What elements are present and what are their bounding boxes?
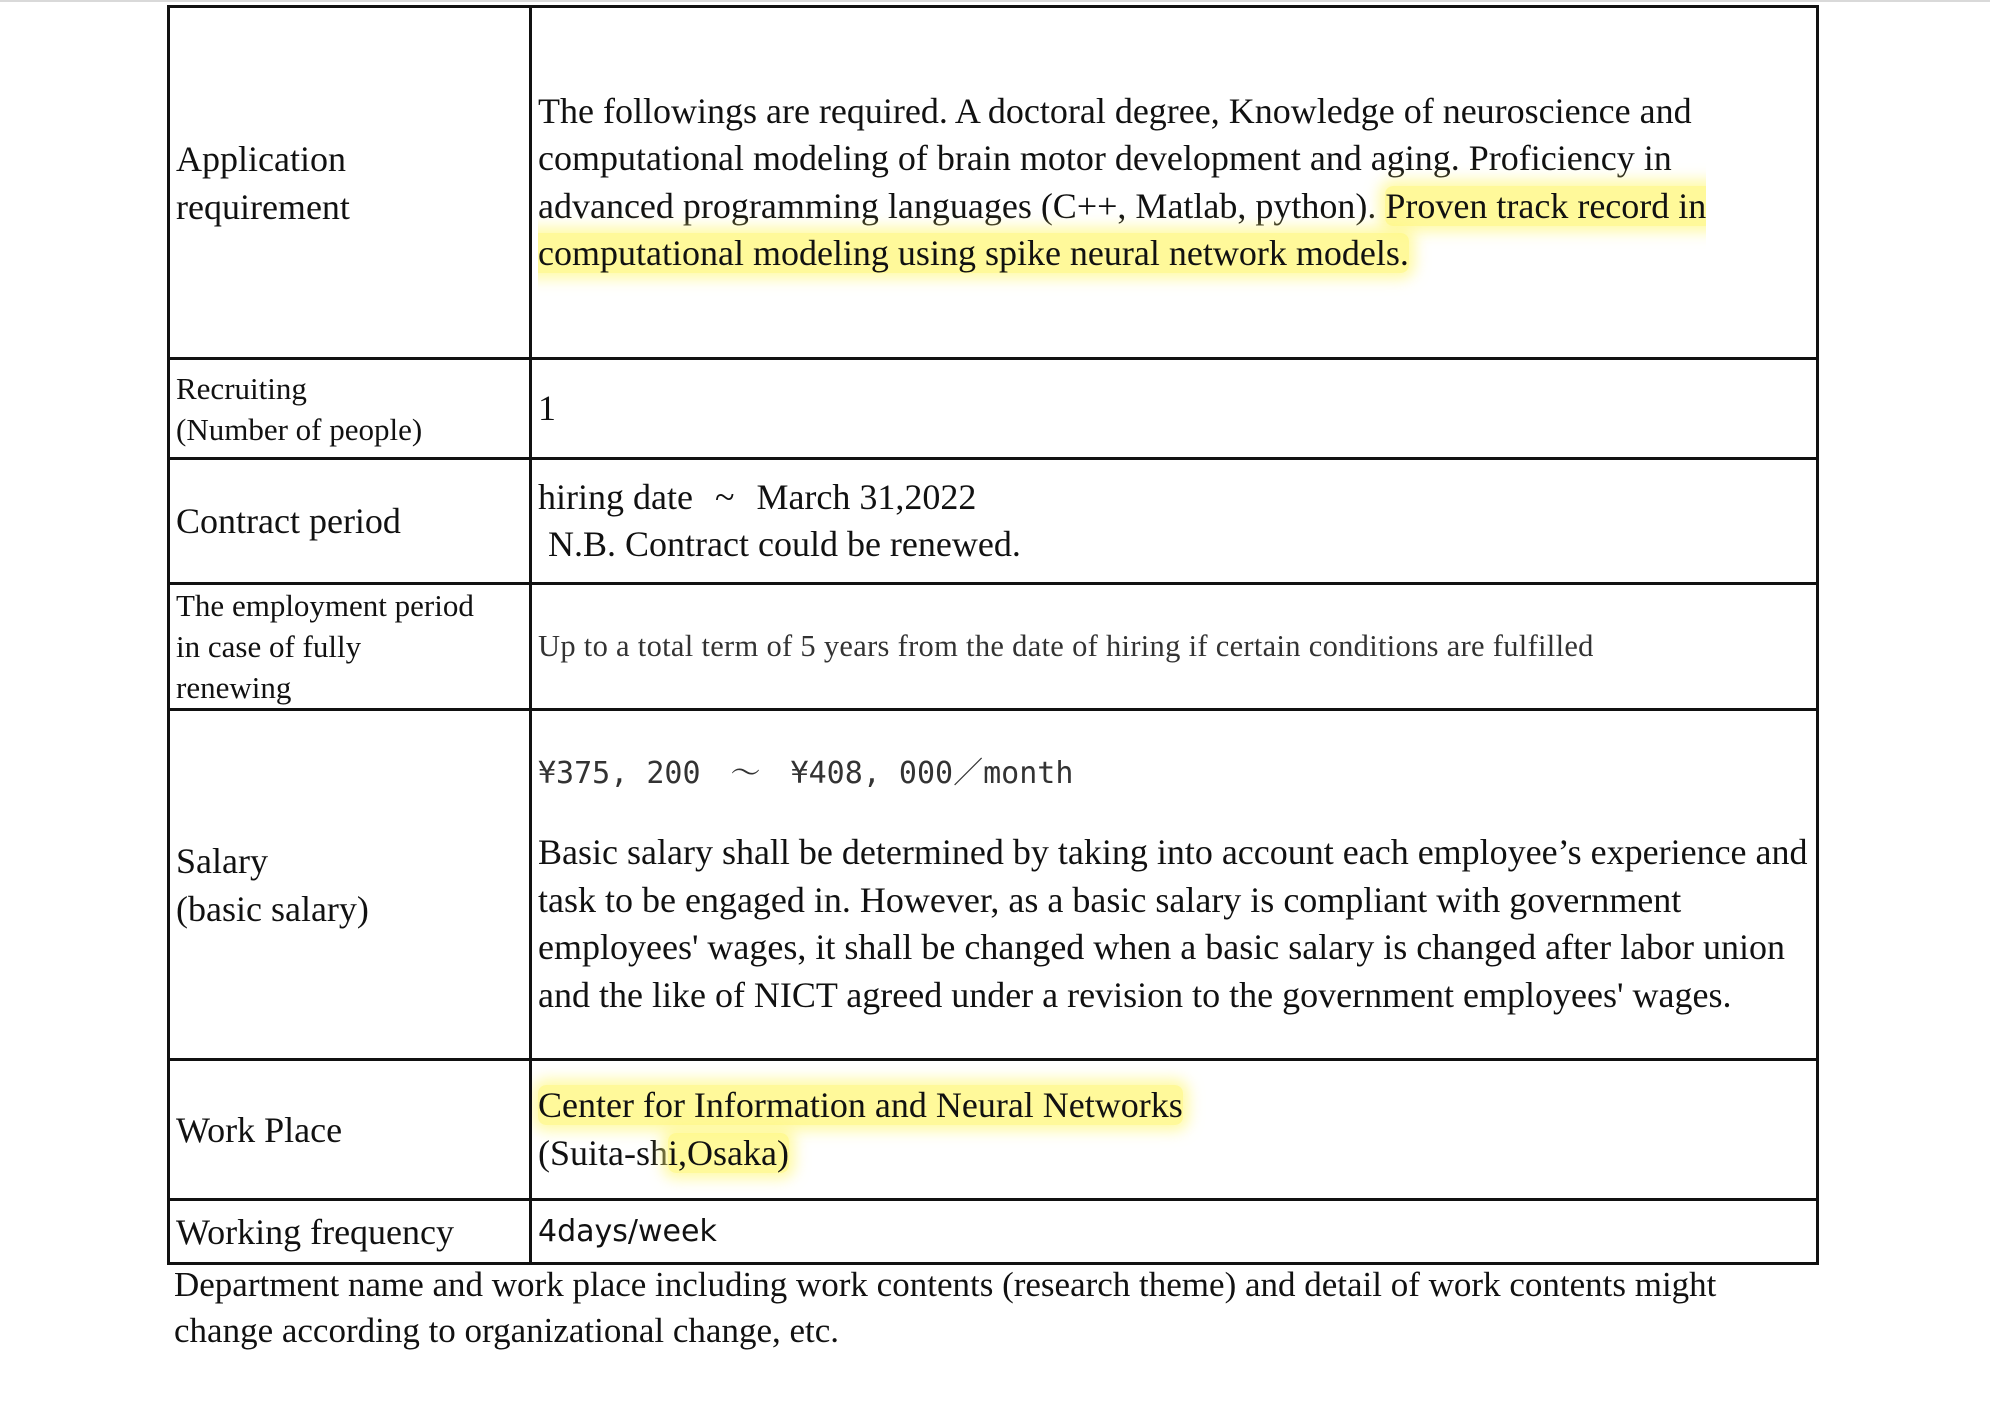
row-recruiting — [169, 359, 1818, 459]
contract-line-1: hiring date ~ March 31,2022 — [538, 476, 977, 517]
row-employment-period — [169, 584, 1818, 710]
top-divider — [0, 0, 1990, 2]
row-salary — [169, 710, 1818, 1060]
job-details-table — [167, 5, 1819, 1265]
row-application-requirement — [169, 7, 1818, 359]
row-working-frequency — [169, 1200, 1818, 1264]
label-employment-period: The employment period in case of fully renewing — [169, 584, 531, 710]
application-text: The followings are required. A doctoral degree, Knowledge of neuroscience and computational modeling of brain motor development and aging. Proficiency in advanced programming languages (C++, Matlab, python). — [538, 90, 1692, 226]
value-working-frequency: 4days/week — [531, 1200, 1818, 1264]
row-work-place — [169, 1060, 1818, 1200]
label-working-frequency: Working frequency — [169, 1200, 531, 1264]
application-highlight: Proven track record in computational modeling using spike neural network models. — [538, 185, 1707, 273]
salary-range: ¥375, 200 ～ ¥408, 000／month — [538, 755, 1074, 791]
contract-line-2: N.B. Contract could be renewed. — [548, 524, 1021, 564]
value-salary — [531, 710, 1818, 1060]
value-contract-period — [531, 459, 1818, 584]
label-application-requirement: Application requirement — [169, 7, 531, 359]
footer-note: Department name and work place including work contents (research theme) and detail of work contents might change according to organizational change, etc. — [174, 1265, 1717, 1350]
row-contract-period — [169, 459, 1818, 584]
value-recruiting: 1 — [531, 359, 1818, 459]
work-place-city: (Suita-shi,Osaka) — [538, 1132, 789, 1173]
label-work-place: Work Place — [169, 1060, 531, 1200]
label-recruiting: Recruiting (Number of people) — [169, 359, 531, 459]
salary-text: Basic salary shall be determined by taking into account each employee’s experience and task to be engaged in. However, as a basic salary is compliant with government employees' wages, it shall be changed when a basic salary is changed after labor union and the like of NICT agreed under a revision to the government employees' wages. — [538, 832, 1808, 1015]
value-application-requirement — [531, 7, 1818, 359]
label-contract-period: Contract period — [169, 459, 531, 584]
work-place-name: Center for Information and Neural Networks — [538, 1085, 1183, 1125]
value-employment-period: Up to a total term of 5 years from the date of hiring if certain conditions are fulfilled — [531, 584, 1818, 710]
label-salary: Salary (basic salary) — [169, 710, 531, 1060]
value-work-place — [531, 1060, 1818, 1200]
